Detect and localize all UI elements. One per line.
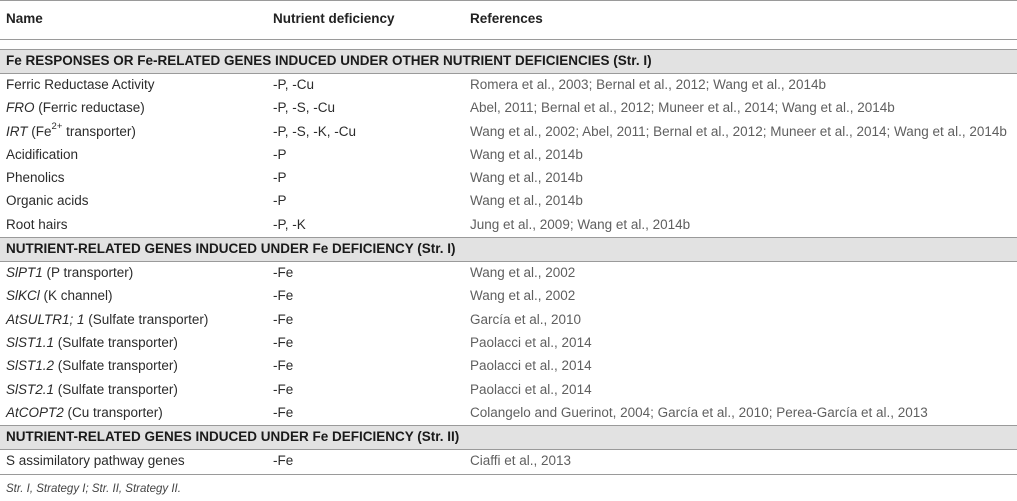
cell-nutrient-deficiency: -Fe — [273, 311, 294, 327]
name-description: (Cu transporter) — [63, 404, 163, 420]
cell-references: García et al., 2010 — [470, 311, 582, 327]
table-row — [0, 332, 1017, 355]
cell-references: Paolacci et al., 2014 — [470, 358, 592, 374]
gene-name: SlPT1 — [6, 265, 43, 281]
gene-name: SlST1.1 — [6, 334, 55, 350]
name-description: S assimilatory pathway genes — [6, 453, 185, 469]
section-title: NUTRIENT-RELATED GENES INDUCED UNDER Fe DEFICIENCY (Str. II) — [6, 429, 460, 445]
header-spacer — [0, 40, 1017, 49]
cell-references: Abel, 2011; Bernal et al., 2012; Muneer et al., 2014; Wang et al., 2014b — [470, 100, 895, 116]
table-row — [0, 309, 1017, 332]
name-description: (Sulfate transporter) — [54, 381, 178, 397]
cell-nutrient-deficiency: -Fe — [273, 453, 294, 469]
cell-nutrient-deficiency: -P — [273, 146, 287, 162]
cell-nutrient-deficiency: -Fe — [273, 381, 294, 397]
section-header — [0, 425, 1017, 450]
name-description: (Sulfate transporter) — [84, 311, 209, 327]
cell-name — [6, 147, 78, 162]
table-row — [0, 144, 1017, 167]
name-description: (Fe — [27, 123, 52, 139]
section-header — [0, 237, 1017, 262]
cell-nutrient-deficiency: -P, -S, -Cu — [273, 100, 336, 116]
cell-references: Colangelo and Guerinot, 2004; García et al., 2010; Perea-García et al., 2013 — [470, 404, 928, 420]
header-name: Name — [6, 11, 43, 26]
cell-references: Wang et al., 2002 — [470, 288, 576, 304]
name-description: Root hairs — [6, 216, 68, 232]
table-row — [0, 97, 1017, 120]
cell-name — [6, 77, 155, 92]
table-row — [0, 167, 1017, 190]
superscript: 2+ — [51, 121, 63, 133]
cell-nutrient-deficiency: -Fe — [273, 265, 294, 281]
cell-references: Jung et al., 2009; Wang et al., 2014b — [470, 216, 691, 232]
cell-nutrient-deficiency: -Fe — [273, 334, 294, 350]
cell-nutrient-deficiency: -Fe — [273, 404, 294, 420]
header-references: References — [470, 11, 543, 26]
table-row — [0, 355, 1017, 378]
name-description: Ferric Reductase Activity — [6, 77, 155, 92]
table-header — [0, 0, 1017, 40]
section-header — [0, 49, 1017, 74]
name-description: Acidification — [6, 146, 79, 162]
table-row — [0, 190, 1017, 213]
section-title: NUTRIENT-RELATED GENES INDUCED UNDER Fe DEFICIENCY (Str. I) — [6, 241, 456, 257]
table-row — [0, 450, 1017, 473]
gene-name: FRO — [6, 100, 35, 116]
cell-references: Wang et al., 2014b — [470, 193, 583, 209]
cell-references: Ciaffi et al., 2013 — [470, 453, 572, 469]
table-row — [0, 402, 1017, 425]
table-body — [0, 49, 1017, 473]
cell-nutrient-deficiency: -P, -K — [273, 216, 306, 232]
gene-name: IRT — [6, 123, 28, 139]
cell-name — [6, 100, 145, 115]
name-description: Organic acids — [6, 193, 89, 209]
header-nutrient-deficiency: Nutrient deficiency — [273, 11, 395, 26]
table-row — [0, 74, 1017, 97]
cell-references: Paolacci et al., 2014 — [470, 334, 592, 350]
cell-name — [6, 265, 133, 280]
gene-name: SlST2.1 — [6, 381, 55, 397]
cell-references: Romera et al., 2003; Bernal et al., 2012; Wang et al., 2014b — [470, 77, 826, 92]
table-footnote: Str. I, Strategy I; Str. II, Strategy II. — [6, 483, 181, 495]
cell-name — [6, 405, 163, 420]
cell-name — [6, 312, 208, 327]
cell-name — [6, 382, 178, 397]
cell-name — [6, 170, 65, 185]
cell-references: Wang et al., 2002 — [470, 265, 576, 281]
table-row — [0, 121, 1017, 144]
cell-references: Wang et al., 2002; Abel, 2011; Bernal et al., 2012; Muneer et al., 2014; Wang et al., 2014b — [470, 123, 1007, 139]
name-description-tail: transporter) — [62, 123, 136, 139]
cell-nutrient-deficiency: -P, -Cu — [273, 77, 315, 92]
gene-name: AtCOPT2 — [6, 404, 64, 420]
table-row — [0, 379, 1017, 402]
name-description: Phenolics — [6, 170, 65, 186]
gene-name: SlST1.2 — [6, 358, 55, 374]
gene-name: SlKCl — [6, 288, 40, 304]
cell-references: Wang et al., 2014b — [470, 146, 583, 162]
cell-nutrient-deficiency: -P, -S, -K, -Cu — [273, 123, 357, 139]
section-title: Fe RESPONSES OR Fe-RELATED GENES INDUCED UNDER OTHER NUTRIENT DEFICIENCIES (Str. I) — [6, 53, 652, 68]
name-description: (P transporter) — [42, 265, 134, 281]
gene-name: AtSULTR1; 1 — [6, 311, 85, 327]
cell-name — [6, 288, 113, 303]
table-row — [0, 285, 1017, 308]
cell-name — [6, 335, 178, 350]
name-description: (Sulfate transporter) — [54, 334, 178, 350]
cell-references: Wang et al., 2014b — [470, 170, 583, 186]
cell-name — [6, 193, 89, 208]
cell-references: Paolacci et al., 2014 — [470, 381, 592, 397]
table-row — [0, 214, 1017, 237]
cell-name — [6, 358, 178, 373]
cell-nutrient-deficiency: -Fe — [273, 288, 294, 304]
table-row — [0, 262, 1017, 285]
cell-nutrient-deficiency: -Fe — [273, 358, 294, 374]
table-bottom-rule — [0, 474, 1017, 475]
name-description: (Sulfate transporter) — [54, 358, 178, 374]
cell-nutrient-deficiency: -P — [273, 170, 287, 186]
name-description: (K channel) — [39, 288, 113, 304]
cell-nutrient-deficiency: -P — [273, 193, 287, 209]
cell-name — [6, 121, 136, 139]
name-description: (Ferric reductase) — [34, 100, 145, 116]
cell-name — [6, 217, 68, 232]
cell-name — [6, 453, 185, 468]
